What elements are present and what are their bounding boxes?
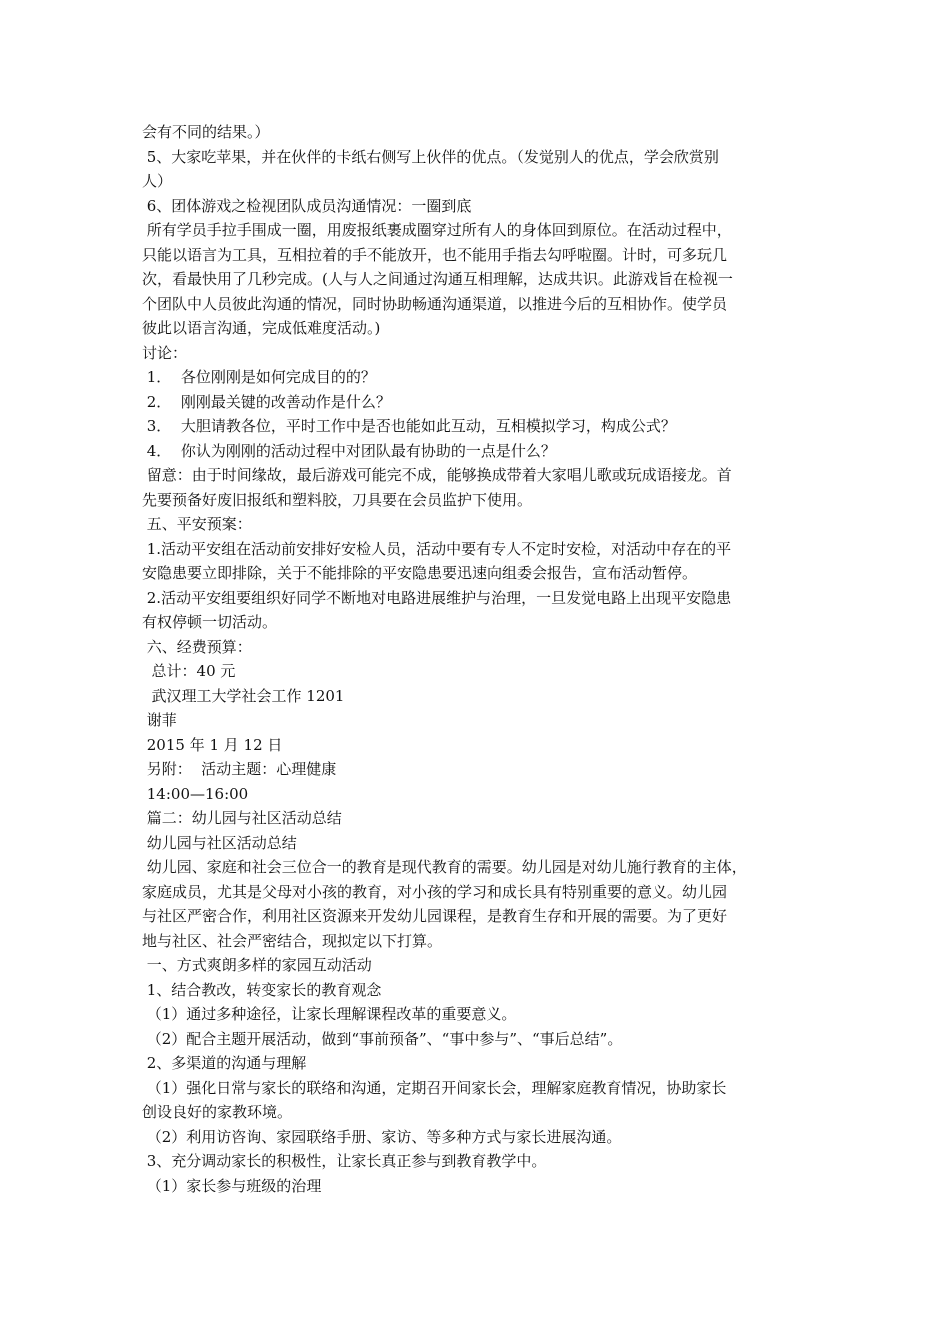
text-line: 2． 刚刚最关键的改善动作是什么？ xyxy=(142,392,391,411)
text-line: 另附： 活动主题：心理健康 xyxy=(142,760,337,778)
text-line: 彼此以语言沟通，完成低难度活动。) xyxy=(142,319,381,337)
text-line: 3、充分调动家长的积极性，让家长真正参与到教育教学中。 xyxy=(142,1152,547,1170)
text-line: 创设良好的家教环境。 xyxy=(142,1103,293,1121)
text-line: 总计：40 元 xyxy=(142,662,236,680)
text-line: 3． 大胆请教各位，平时工作中是否也能如此互动，互相模拟学习，构成公式？ xyxy=(142,417,676,435)
text-line: 5、大家吃苹果，并在伙伴的卡纸右侧写上伙伴的优点。（发觉别人的优点，学会欣赏别 xyxy=(142,147,719,166)
text-line: 武汉理工大学社会工作 1201 xyxy=(142,686,345,705)
text-line: （1）通过多种途径，让家长理解课程改革的重要意义。 xyxy=(142,1005,517,1023)
text-line: 2015 年 1 月 12 日 xyxy=(142,735,283,754)
text-line: （2）配合主题开展活动，做到“事前预备”、“事中参与”、“事后总结”。 xyxy=(142,1029,623,1048)
text-line: 1． 各位刚刚是如何完成目的的？ xyxy=(142,368,376,386)
text-line: 五、平安预案： xyxy=(142,515,252,533)
text-line: 讨论： xyxy=(142,343,188,362)
text-line: 地与社区、社会严密结合，现拟定以下打算。 xyxy=(142,931,443,950)
text-line: 只能以语言为工具，互相拉着的手不能放开，也不能用手指去勾呼啦圈。计时，可多玩几 xyxy=(142,245,728,264)
text-line: 所有学员手拉手围成一圈，用废报纸裹成圈穿过所有人的身体回到原位。在活动过程中， xyxy=(142,221,732,239)
text-line: 与社区严密合作，利用社区资源来开发幼儿园课程，是教育生存和开展的需要。为了更好 xyxy=(142,907,728,925)
text-line: 留意：由于时间缘故，最后游戏可能完不成，能够换成带着大家唱儿歌或玩成语接龙。首 xyxy=(142,466,732,484)
text-line: 2、多渠道的沟通与理解 xyxy=(142,1054,307,1072)
text-line: 安隐患要立即排除，关于不能排除的平安隐患要迅速向组委会报告，宣布活动暂停。 xyxy=(142,564,698,582)
text-line: 六、经费预算： xyxy=(142,637,252,656)
text-line: 14:00—16:00 xyxy=(142,784,249,803)
text-line: 1、结合教改，转变家长的教育观念 xyxy=(142,980,382,999)
text-line: （2）利用访咨询、家园联络手册、家访、等多种方式与家长进展沟通。 xyxy=(142,1127,622,1146)
text-line: 次，看最快用了几秒完成。(人与人之间通过沟通互相理解，达成共识。此游戏旨在检视一 xyxy=(142,270,733,288)
text-line: 2.活动平安组要组织好同学不断地对电路进展维护与治理，一旦发觉电路上出现平安隐患 xyxy=(142,588,732,607)
text-line: 先要预备好废旧报纸和塑料胶，刀具要在会员监护下使用。 xyxy=(142,490,533,509)
document-page xyxy=(142,120,832,1198)
text-line: 有权停顿一切活动。 xyxy=(142,613,278,631)
text-line: 个团队中人员彼此沟通的情况，同时协助畅通沟通渠道，以推进今后的互相协作。使学员 xyxy=(142,294,728,313)
text-line: 篇二：幼儿园与社区活动总结 xyxy=(142,809,342,827)
text-line: 一、方式爽朗多样的家园互动活动 xyxy=(142,956,372,974)
text-line: 幼儿园、家庭和社会三位合一的教育是现代教育的需要。幼儿园是对幼儿施行教育的主体， xyxy=(142,858,747,876)
text-line: 人） xyxy=(142,172,173,190)
text-line: 幼儿园与社区活动总结 xyxy=(142,833,297,852)
text-line: 6、团体游戏之检视团队成员沟通情况：一圈到底 xyxy=(142,196,472,215)
text-line: 会有不同的结果。） xyxy=(142,123,270,141)
text-line: （1）强化日常与家长的联络和沟通，定期召开间家长会，理解家庭教育情况，协助家长 xyxy=(142,1078,727,1097)
text-line: 4． 你认为刚刚的活动过程中对团队最有协助的一点是什么？ xyxy=(142,441,556,460)
text-line: （1）家长参与班级的治理 xyxy=(142,1176,322,1195)
text-line: 谢菲 xyxy=(142,711,177,729)
text-line: 家庭成员，尤其是父母对小孩的教育，对小孩的学习和成长具有特别重要的意义。幼儿园 xyxy=(142,882,728,901)
text-line: 1.活动平安组在活动前安排好安检人员，活动中要有专人不定时安检，对活动中存在的平 xyxy=(142,539,732,558)
